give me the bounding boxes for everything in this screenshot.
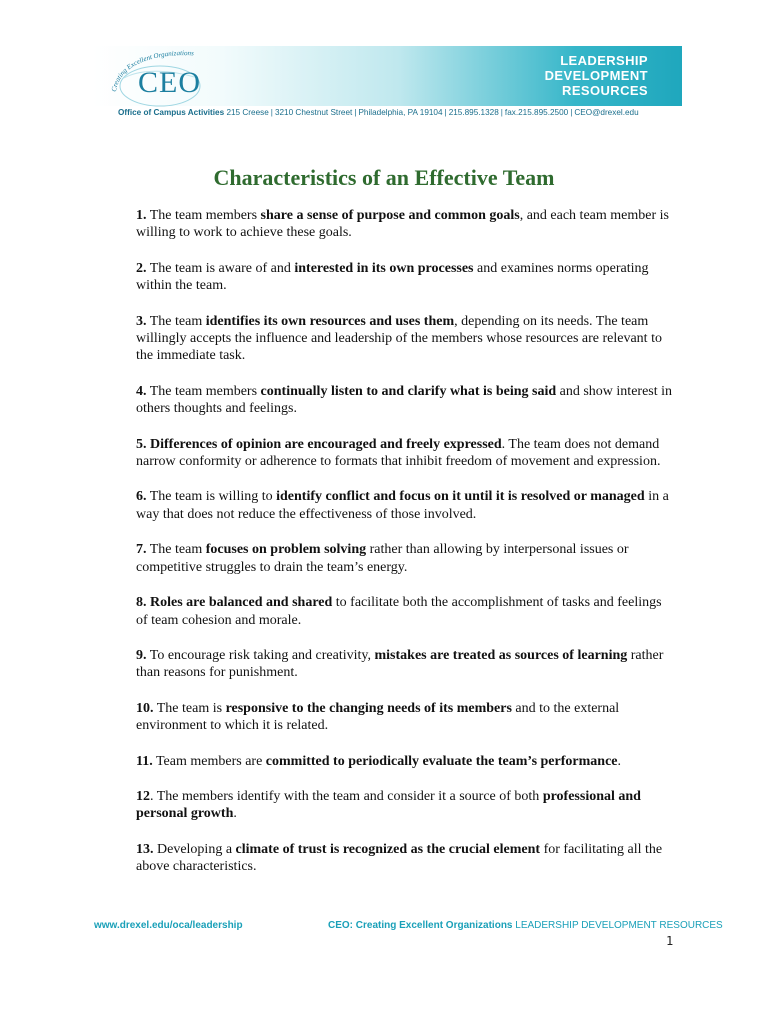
brand-line-resources: RESOURCES: [562, 83, 648, 98]
item-text: .: [617, 753, 621, 769]
list-item-5: [136, 436, 676, 471]
list-item-12: [136, 788, 676, 823]
item-text: and examines norms operating within the team.: [136, 260, 649, 294]
item-text: in a way that does not reduce the effectiveness of those involved.: [136, 489, 669, 522]
item-number: 11.: [136, 753, 153, 769]
characteristics-list: [136, 207, 676, 876]
item-text: The members identify with the team and consider it a source of both: [153, 788, 543, 804]
item-text: The team is aware of and: [146, 260, 295, 276]
item-number: 10.: [136, 700, 154, 716]
list-item-6: [136, 488, 676, 523]
item-emphasis: continually listen to and clarify what is being said: [260, 383, 557, 399]
address-line-1: 215 Creese: [226, 108, 269, 117]
item-text: for facilitating all the above characteristics.: [136, 841, 663, 875]
item-emphasis: Roles are balanced and shared: [150, 595, 333, 611]
item-text: and show interest in others thoughts and feelings.: [136, 383, 673, 417]
item-emphasis: interested in its own processes: [294, 260, 474, 276]
ceo-logo: [102, 48, 222, 112]
email-address[interactable]: CEO@drexel.edu: [574, 108, 639, 117]
item-number: 3.: [136, 313, 147, 329]
list-item-11: [136, 753, 676, 770]
item-text: The team is: [153, 700, 226, 716]
list-item-10: [136, 700, 676, 735]
item-emphasis: focuses on problem solving: [205, 542, 367, 558]
item-text: and to the external environment to which it is related.: [136, 700, 620, 734]
list-item-3: [136, 313, 676, 365]
page-number: 1: [666, 934, 674, 948]
list-item-1: [136, 207, 676, 242]
item-text: Developing a: [153, 841, 236, 857]
item-number: 6.: [136, 489, 147, 505]
item-emphasis: share a sense of purpose and common goals: [260, 208, 520, 223]
brand-line-development: DEVELOPMENT: [544, 68, 648, 83]
list-item-7: [136, 541, 676, 576]
list-item-2: [136, 260, 676, 295]
footer-url[interactable]: www.drexel.edu/oca/leadership: [94, 920, 243, 931]
item-number: 2.: [136, 260, 147, 276]
item-text: The team members: [146, 208, 261, 223]
logo-arc-text: Creating Excellent Organizations: [110, 49, 195, 93]
item-emphasis: committed to periodically evaluate the team’s performance: [265, 753, 618, 769]
item-emphasis: Differences of opinion are encouraged and freely expressed: [150, 436, 502, 452]
brand-block: [520, 53, 648, 98]
item-emphasis: identify conflict and focus on it until it is resolved or managed: [276, 489, 645, 505]
footer-ldr-text: LEADERSHIP DEVELOPMENT RESOURCES: [512, 920, 723, 931]
item-text: The team: [146, 542, 206, 558]
item-text: The team members: [146, 383, 261, 399]
address-line-2: 3210 Chestnut Street: [274, 108, 353, 117]
item-emphasis: responsive to the changing needs of its members: [225, 700, 512, 716]
item-text: , and each team member is willing to work to achieve these goals.: [136, 208, 669, 241]
list-item-4: [136, 383, 676, 418]
item-number: 13.: [136, 841, 154, 857]
item-text: The team is willing to: [146, 489, 277, 505]
footer-ceo-name: CEO: Creating Excellent Organizations: [328, 920, 513, 931]
item-text: To encourage risk taking and creativity,: [146, 647, 375, 663]
item-text: .: [233, 806, 237, 822]
item-emphasis: professional and personal growth: [136, 788, 641, 822]
item-emphasis: identifies its own resources and uses them: [205, 313, 455, 329]
item-number: 1.: [136, 208, 147, 223]
item-text: The team: [146, 313, 206, 329]
item-number: 8.: [136, 595, 147, 611]
item-number: 7.: [136, 542, 147, 558]
item-number: 4.: [136, 383, 147, 399]
item-text: rather than reasons for punishment.: [136, 647, 664, 681]
item-number: 9.: [136, 647, 147, 663]
footer-branding: [328, 920, 723, 931]
fax-number: fax.215.895.2500: [504, 108, 569, 117]
office-name: Office of Campus Activities: [118, 108, 225, 117]
list-item-13: [136, 841, 676, 876]
list-item-8: [136, 594, 676, 629]
item-number: 5.: [136, 436, 147, 452]
ceo-wordmark: CEO: [138, 66, 201, 99]
item-emphasis: climate of trust is recognized as the crucial element: [235, 841, 541, 857]
item-text: Team members are: [152, 753, 266, 769]
city-line: Philadelphia, PA 19104: [358, 108, 443, 117]
item-number: 12: [136, 788, 150, 804]
item-emphasis: mistakes are treated as sources of learning: [374, 647, 628, 663]
item-text: rather than allowing by interpersonal issues or competitive struggles to drain the team’s energy.: [136, 542, 629, 575]
list-item-9: [136, 647, 676, 682]
item-text: , depending on its needs. The team willingly accepts the influence and leadership of the members whose resources are relevant to the immediate task.: [136, 313, 662, 364]
item-text: . The team does not demand narrow conformity or adherence to formats that inhibit freedom of movement and expression.: [136, 436, 661, 470]
item-number-tail: .: [150, 788, 154, 804]
brand-line-leadership: LEADERSHIP: [560, 53, 648, 68]
contact-line: Office of Campus Activities 215 Creese | 3210 Chestnut Street | Philadelphia, PA 19104 | 215.895.1328 | fax.215.895.2500 | CEO@drexel.edu: [118, 108, 639, 117]
item-text: to facilitate both the accomplishment of tasks and feelings of team cohesion and morale.: [136, 595, 662, 628]
page-title: Characteristics of an Effective Team: [213, 165, 555, 190]
phone-number: 215.895.1328: [448, 108, 499, 117]
